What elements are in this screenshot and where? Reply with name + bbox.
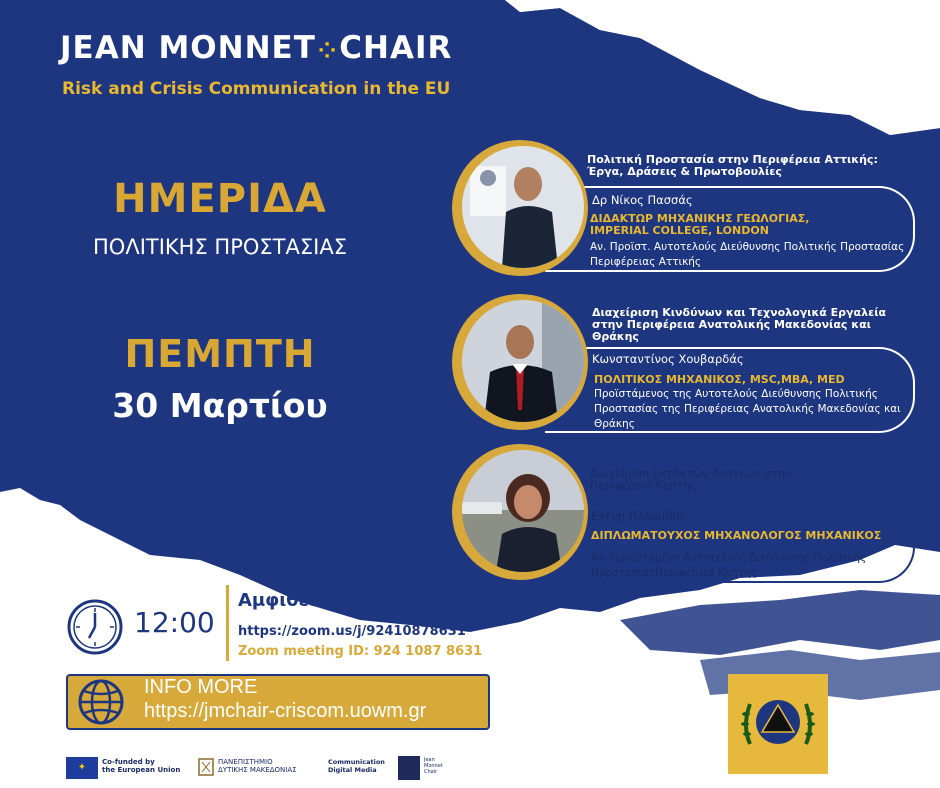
divider: [226, 585, 229, 661]
speaker-name: Δρ Νίκος Πασσάς: [592, 193, 693, 207]
speaker-talk-title: Διαχείριση Κινδύνων και Τεχνολογικά Εργαλεία στην Περιφέρεια Ανατολικής Μακεδονίας και Θράκης: [592, 306, 887, 343]
speaker-role: Αν. Προϊστ. Αυτοτελούς Διεύθυνσης Πολιτικής Προστασίας Περιφέρειας Αττικής: [590, 241, 905, 268]
speaker-photo: [462, 300, 584, 422]
speaker-credentials: ΔΙΔΑΚΤΩΡ ΜΗΧΑΝΙΚΗΣ ΓΕΩΛΟΓΙΑΣ, IMPERIAL COLLEGE, LONDON: [590, 212, 810, 237]
speaker-photo: [462, 146, 584, 268]
event-time: 12:00: [134, 606, 215, 639]
chair-title-part1: JEAN MONNET: [60, 30, 316, 66]
speaker-name: Κωνσταντίνος Χουβαρδάς: [592, 352, 744, 366]
jean-monnet-logo-text: Jean Monnet Chair: [424, 757, 443, 775]
info-link[interactable]: https://jmchair-criscom.uowm.gr: [144, 700, 427, 722]
event-date: 30 Μαρτίου: [112, 386, 328, 425]
info-title: INFO MORE: [144, 676, 258, 698]
jean-monnet-logo: [398, 756, 420, 780]
speaker-credentials: ΔΙΠΛΩΜΑΤΟΥΧΟΣ ΜΗΧΑΝΟΛΟΓΟΣ ΜΗΧΑΝΙΚΟΣ: [591, 529, 882, 542]
chair-title: [60, 30, 452, 66]
eu-cofunded-text: Co-funded by the European Union: [102, 758, 181, 774]
speaker-role: Προϊστάμενος της Αυτοτελούς Διεύθυνσης Πολιτικής Προστασίας της Περιφέρειας Ανατολικής Μακεδονίας και Θράκης: [594, 388, 901, 430]
chair-subtitle: Risk and Crisis Communication in the EU: [62, 79, 451, 99]
event-day: ΠΕΜΠΤΗ: [124, 332, 316, 376]
zoom-link[interactable]: https://zoom.us/j/92410878631: [238, 624, 466, 639]
venue: Αμφιθέατρο 1: [238, 590, 377, 611]
speaker-name: Ελένη Πλουμίδη: [591, 509, 684, 523]
university-logo-icon: [198, 758, 214, 776]
event-title: ΗΜΕΡΙΔΑ: [113, 176, 327, 222]
clock-icon: [66, 598, 124, 656]
digital-media-logo: Communication Digital Media: [328, 758, 385, 774]
event-subtitle: ΠΟΛΙΤΙΚΗΣ ΠΡΟΣΤΑΣΙΑΣ: [93, 235, 347, 259]
civil-protection-emblem-icon: [728, 674, 828, 774]
speaker-credentials: ΠΟΛΙΤΙΚΟΣ ΜΗΧΑΝΙΚΟΣ, MSC,MBA, MED: [594, 373, 845, 386]
university-text: ΠΑΝΕΠΙΣΤΗΜΙΟ ΔΥΤΙΚΗΣ ΜΑΚΕΔΟΝΙΑΣ: [218, 758, 297, 774]
eu-stars-icon: ⁘: [317, 39, 338, 64]
speaker-talk-title: Πολιτική Προστασία στην Περιφέρεια Αττικής: Έργα, Δράσεις & Πρωτοβουλίες: [587, 153, 878, 178]
chair-title-part2: CHAIR: [339, 30, 453, 66]
eu-flag-icon: ✦: [66, 757, 98, 779]
speaker-photo: [462, 450, 584, 572]
speaker-role: Αν. Προϊσταμένη Αυτοτελούς Διεύθυνσης Πολιτικής ΠροστασίαςΠεριφέρεια Κρήτης: [591, 552, 867, 579]
globe-icon: [76, 677, 126, 727]
speaker-talk-title: Διαχείριση Εκτάκτων Αναγκών στην Περιφέρεια Κρήτης: [590, 467, 792, 492]
zoom-meeting-id: Zoom meeting ID: 924 1087 8631: [238, 644, 483, 659]
